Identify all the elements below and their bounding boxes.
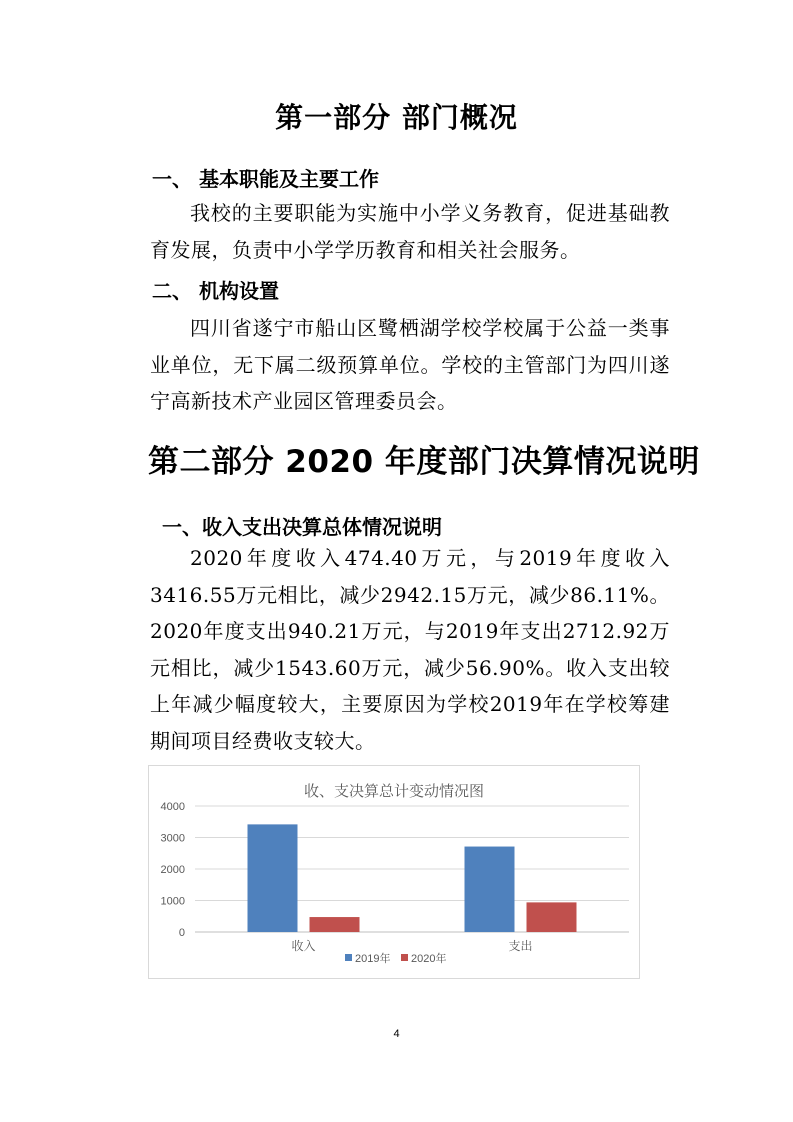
legend-swatch xyxy=(401,954,408,961)
y-tick-label: 1000 xyxy=(160,895,185,908)
bar-支出-2019年 xyxy=(465,847,515,932)
bar-收入-2019年 xyxy=(248,824,298,932)
x-category-label: 支出 xyxy=(508,939,533,953)
section-heading-overview-text: 一、收入支出决算总体情况说明 xyxy=(162,515,442,539)
section-body-overview: 2020年度收入474.40万元，与2019年度收入3416.55万元相比，减少2942.15万元，减少86.11%。2020年度支出940.21万元，与2019年支出2712.92万元相比，减少1543.60万元，减少56.90%。收入支出较上年减少幅度较大，主要原因为学校2019年在学校筹建期间项目经费收支较大。 xyxy=(150,546,670,753)
section-heading-overview xyxy=(162,511,442,540)
y-tick-label: 2000 xyxy=(160,864,185,876)
y-tick-label: 0 xyxy=(178,927,185,939)
chart-title: 收、支决算总计变动情况图 xyxy=(303,783,485,800)
bar-支出-2020年 xyxy=(527,902,577,932)
chart-svg xyxy=(149,766,639,978)
y-tick-label: 3000 xyxy=(160,832,185,845)
income-expense-chart xyxy=(148,765,640,979)
y-tick-label: 4000 xyxy=(160,801,185,813)
section-body-organization: 四川省遂宁市船山区鹭栖湖学校学校属于公益一类事业单位，无下属二级预算单位。学校的主管部门为四川遂宁高新技术产业园区管理委员会。 xyxy=(150,316,670,413)
section-body-functions: 我校的主要职能为实施中小学义务教育，促进基础教育发展，负责中小学学历教育和相关社会服务。 xyxy=(150,201,670,262)
part1-title: 第一部分 部门概况 xyxy=(275,101,518,134)
section-heading-organization: 二、 机构设置 xyxy=(152,279,279,303)
legend-label: 2019年 xyxy=(355,953,391,965)
x-category-label: 收入 xyxy=(291,939,316,953)
page-number: 4 xyxy=(393,1028,400,1040)
bar-收入-2020年 xyxy=(310,917,360,932)
section-heading-functions: 一、 基本职能及主要工作 xyxy=(152,167,379,191)
legend-label: 2020年 xyxy=(411,953,447,965)
part2-title: 第二部分 2020 年度部门决算情况说明 xyxy=(148,444,700,480)
legend-swatch xyxy=(345,954,352,961)
